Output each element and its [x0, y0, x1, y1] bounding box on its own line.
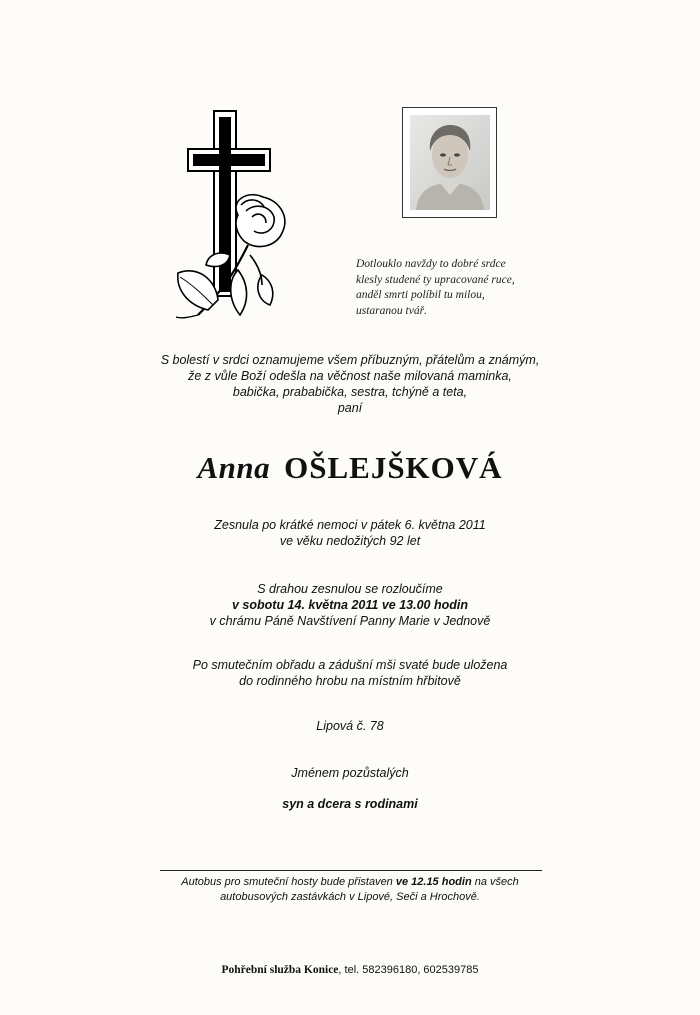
- death-info: [0, 517, 700, 549]
- funeral-info: [0, 581, 700, 629]
- poem: [356, 257, 596, 319]
- bus-line-1: [0, 875, 700, 890]
- family-signature: syn a dcera s rodinami: [282, 797, 418, 811]
- poem-line: anděl smrti políbil tu milou,: [356, 289, 485, 301]
- funeral-service-contact: , tel. 582396180, 602539785: [338, 964, 479, 976]
- surname: OŠLEJŠKOVÁ: [284, 450, 503, 485]
- bus-text: Autobus pro smuteční hosty bude přistaven: [181, 876, 396, 888]
- burial-line: do rodinného hrobu na místním hřbitově: [239, 674, 461, 688]
- burial-line: Po smutečním obřadu a zádušní mši svaté bude uložena: [192, 658, 508, 672]
- funeral-date: v sobotu 14. května 2011 ve 13.00 hodin: [232, 598, 468, 612]
- portrait-photo: [402, 107, 497, 218]
- intro-line: paní: [337, 401, 363, 415]
- first-name: Anna: [197, 450, 271, 485]
- funeral-line: S drahou zesnulou se rozloučíme: [257, 582, 443, 596]
- announcement-intro: [0, 352, 700, 416]
- funeral-service-name: Pohřební služba Konice: [221, 964, 339, 976]
- bus-notice: [0, 875, 700, 905]
- footer: [0, 964, 700, 976]
- poem-line: Dotlouklo navždy to dobré srdce: [356, 258, 506, 270]
- bus-time: ve 12.15 hodin: [395, 876, 472, 888]
- address: Lipová č. 78: [316, 719, 384, 733]
- divider: [160, 870, 542, 871]
- death-line: Zesnula po krátké nemoci v pátek 6. května 2011: [214, 518, 486, 532]
- intro-line: babička, prababička, sestra, tchýně a teta,: [232, 385, 468, 399]
- poem-line: ustaranou tvář.: [356, 304, 427, 317]
- deceased-name: [0, 450, 700, 486]
- poem-line: klesly studené ty upracované ruce,: [356, 273, 515, 286]
- on-behalf-text: Jménem pozůstalých: [291, 766, 409, 780]
- bus-line-2: autobusových zastávkách v Lipové, Seči a Hrochově.: [220, 891, 480, 903]
- funeral-place: v chrámu Páně Navštívení Panny Marie v Jednově: [209, 614, 491, 628]
- bus-text-end: na všech: [471, 876, 519, 888]
- cross-with-rose-illustration: [168, 105, 298, 330]
- intro-line: že z vůle Boží odešla na věčnost naše milovaná maminka,: [188, 369, 512, 383]
- burial-info: [0, 657, 700, 689]
- intro-line: S bolestí v srdci oznamujeme všem příbuzným, přátelům a známým,: [160, 353, 540, 367]
- death-line: ve věku nedožitých 92 let: [279, 534, 421, 548]
